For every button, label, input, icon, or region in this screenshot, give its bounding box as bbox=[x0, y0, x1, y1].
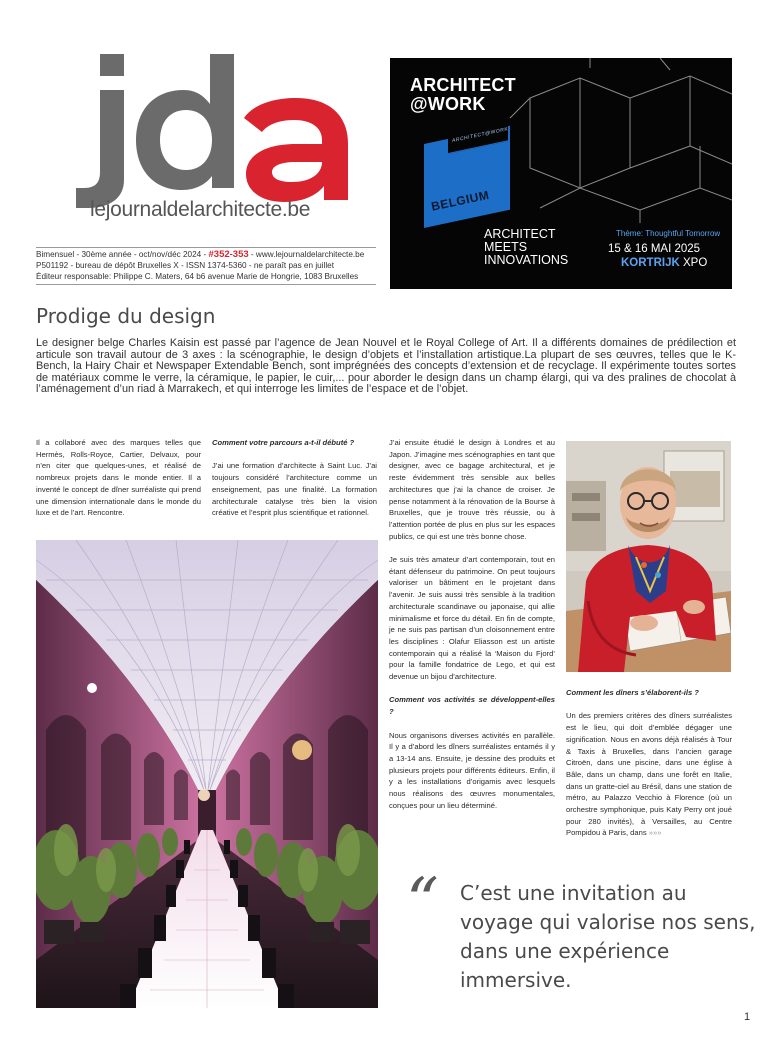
logo-url[interactable]: lejournaldelarchitecte.be bbox=[90, 198, 311, 221]
architect-at-work-ad[interactable] bbox=[390, 58, 732, 289]
col2-paragraph: J’ai une formation d’architecte à Saint Luc. J’ai toujours considéré l’architecture comme un enseignement, pas une finalité. La formation architecturale catalyse très bien la vision créative et l’esprit plus scientifique et rationnel. bbox=[212, 461, 377, 518]
jda-logo bbox=[66, 48, 366, 248]
ad-tagline bbox=[484, 228, 568, 267]
masthead-line-1 bbox=[36, 250, 381, 260]
question-2: Comment vos activités se développent-elles ? bbox=[389, 695, 555, 717]
col3-paragraph-1: J’ai ensuite étudié le design à Londres et au Japon. J’imagine mes scénographies en tant que designer, avec ce bagage architectural, et je reste évidemment très sensible aux belles architectures que j’ai la chance de croiser. Je pense notamment à la rénovation de la Bourse à Bruxelles, que je trouve très réussie, ou à l’attention portée de plus en plus sur les espaces publics, ce qui est une très bonne chose. bbox=[389, 438, 555, 541]
ad-theme: Thème: Thoughtful Tomorrow bbox=[616, 229, 721, 238]
pull-quote: C’est une invitation au voyage qui valorise nos sens, dans une expérience immersive. bbox=[460, 881, 756, 992]
masthead-rule-top bbox=[36, 247, 376, 248]
masthead-line-2: P501192 - bureau de dépôt Bruxelles X - ISSN 1374-5360 - ne paraît pas en juillet bbox=[36, 261, 334, 270]
article-title: Prodige du design bbox=[36, 304, 216, 328]
continued-marker: »»» bbox=[648, 828, 662, 838]
ad-title bbox=[410, 76, 516, 114]
page-number: 1 bbox=[744, 1011, 751, 1023]
col1-paragraph: Il a collaboré avec des marques telles que Hermès, Rolls-Royce, Cartier, Delvaux, pour n’en citer que quelques-unes, et réalisé de nombreux projets dans le monde entier. Il a inventé le concept de dîner surréaliste qui prend une dimension internationale dans le monde du luxe et de l’art. Rencontre. bbox=[36, 438, 201, 518]
jda-logo-mark bbox=[66, 48, 366, 208]
col3-paragraph-2: Je suis très amateur d’art contemporain, tout en étant défenseur du patrimoine. On peut toujours valoriser un bâtiment en le projetant dans l’avenir. Je suis aussi très sensible à la tradition architecturale scandinave ou japonaise, qui allie minimalisme et force du détail. En fin de compte, je ne suis pas partisan d’un cloisonnement entre les disciplines : Olafur Eliasson est un artiste contemporain qui a réalisé la ‘Maison du Fjord’ pour la famille fondatrice de Lego, et qui est devenue un bijou d’architecture. bbox=[389, 555, 555, 682]
ad-date: 15 & 16 MAI 2025 bbox=[608, 243, 701, 255]
article-lead: Le designer belge Charles Kaisin est passé par l’agence de Jean Nouvel et le Royal College of Art. Il a différents domaines de prédilection et articule son travail autour de 3 axes : la scénographie, le design d’objets et l’installation artistique.La plupart de ses œuvres, telles que le K-Bench, la Hairy Chair et Newspaper Extendable Bench, sont imprégnées des concepts d’extension et de recyclage. Il expérimente toutes sortes de matériaux comme le verre, la céramique, le papier, le cuir,... pour aborder le design dans un champ élargi, qui va des pralines de chocolat à l’aménagement d’un riad à Marrakech, et qui interroge les limites de l’espace et de l’objet. bbox=[36, 337, 736, 396]
article-column-3 bbox=[389, 437, 555, 811]
ad-title-line-1: ARCHITECT bbox=[410, 75, 516, 95]
article-column-1 bbox=[36, 437, 201, 519]
article-column-2 bbox=[212, 437, 377, 519]
ad-title-line-2: @WORK bbox=[410, 94, 486, 114]
question-1: Comment votre parcours a-t-il débuté ? bbox=[212, 438, 355, 447]
masthead-rule-bottom bbox=[36, 284, 376, 285]
ad-small-box-label: ARCHITECT@WORK bbox=[452, 126, 509, 145]
col3-paragraph-3: Nous organisons diverses activités en parallèle. Il y a d’abord les dîners surréalistes entamés il y a 13-14 ans. Ensuite, je dessine des produits et plusieurs projets pour différents éditeurs. Enfin, il y a les installations d’origamis avec lesquels nous réalisons des œuvres monumentales, conçues pour un lieu déterminé. bbox=[389, 730, 555, 810]
ad-location bbox=[621, 257, 707, 269]
ad-country: BELGIUM bbox=[430, 187, 491, 214]
ad-tagline-2: MEETS bbox=[484, 240, 528, 254]
designer-portrait-photo bbox=[566, 441, 731, 672]
article-column-4 bbox=[566, 687, 732, 839]
masthead-line-1-prefix: Bimensuel - 30ème année - oct/nov/déc 2024 - bbox=[36, 250, 209, 259]
gallery-dinner-illustration bbox=[36, 540, 378, 1008]
col4-paragraph-text: Un des premiers critères des dîners surréalistes est le lieu, qui doit d’emblée dégager une signification. Nous en avons déjà réalisés à Tour & Taxis à Bruxelles, dans l’ancien garage Citroën, dans une piscine, dans une église à Bâle, dans un champ, dans une forêt en Italie, dans un gratte-ciel au Brésil, dans une station de métro, au Palazzo Vecchio à Florence (où un orchestre symphonique, puis Katy Perry ont joué pour 280 invités), à Versailles, au Centre Pompidou à Paris, dans bbox=[566, 711, 732, 838]
col4-paragraph bbox=[566, 710, 732, 839]
gallery-dinner-photo bbox=[36, 540, 378, 1008]
ad-venue: XPO bbox=[679, 257, 708, 269]
ad-tagline-3: INNOVATIONS bbox=[484, 253, 569, 267]
masthead-line-3: Éditeur responsable: Philippe C. Maters, 64 b6 avenue Marie de Hongrie, 1083 Bruxelles bbox=[36, 272, 359, 281]
ad-city: KORTRIJK bbox=[621, 257, 680, 269]
designer-portrait-illustration bbox=[566, 441, 731, 672]
masthead-line-1-suffix: - www.lejournaldelarchitecte.be bbox=[248, 250, 365, 259]
question-3: Comment les dîners s’élaborent-ils ? bbox=[566, 688, 699, 697]
issue-number: #352-353 bbox=[208, 250, 249, 260]
quote-mark: “ bbox=[406, 865, 439, 939]
ad-tagline-1: ARCHITECT bbox=[484, 227, 556, 241]
